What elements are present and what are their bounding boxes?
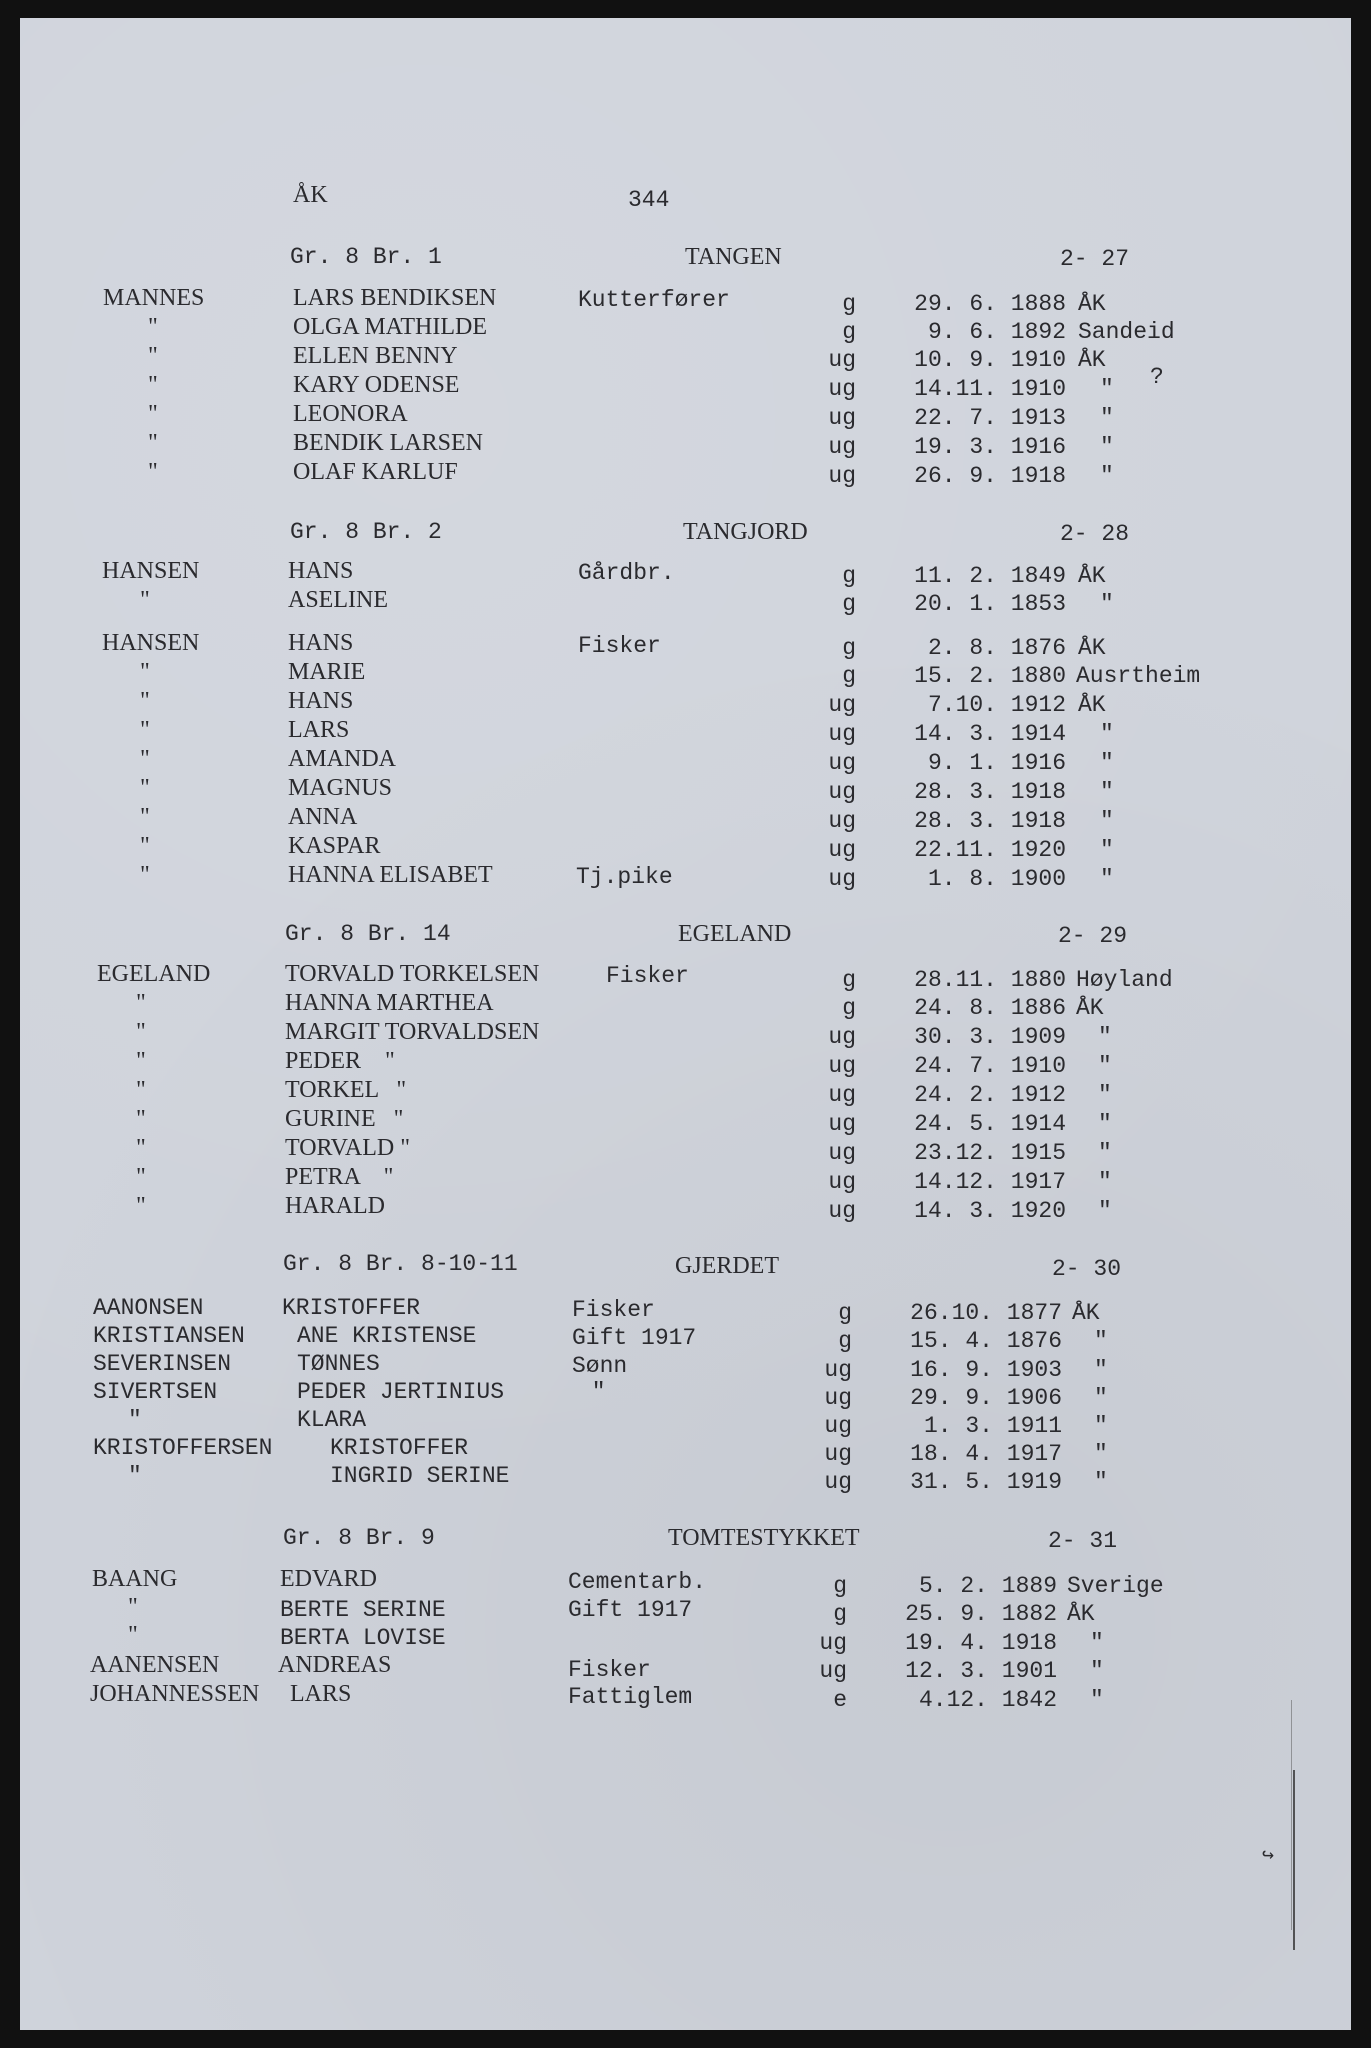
marital-status: g bbox=[842, 635, 856, 661]
surname: BAANG bbox=[92, 1566, 178, 1592]
given-name: PEDER JERTINIUS bbox=[297, 1379, 505, 1405]
birth-place: " bbox=[1098, 1169, 1112, 1195]
birth-place: " bbox=[1094, 1357, 1108, 1383]
given-name: OLAF KARLUF bbox=[293, 459, 458, 485]
birth-date: 26.10. 1877 bbox=[910, 1300, 1062, 1326]
surname-ditto: " bbox=[136, 1135, 146, 1161]
birth-date: 2. 8. 1876 bbox=[927, 635, 1066, 661]
given-name: HANS bbox=[288, 558, 354, 584]
birth-date: 15. 2. 1880 bbox=[914, 663, 1066, 689]
given-name: KRISTOFFER bbox=[330, 1435, 469, 1461]
given-name: TORKEL " bbox=[285, 1077, 407, 1103]
margin-mark-icon: ↩ bbox=[1262, 1845, 1275, 1868]
given-name: BERTA LOVISE bbox=[280, 1625, 446, 1651]
given-name: TORVALD TORKELSEN bbox=[285, 961, 540, 987]
birth-date: 11. 2. 1849 bbox=[914, 563, 1066, 589]
marital-status: g bbox=[842, 291, 856, 317]
marital-status: ug bbox=[828, 1024, 856, 1050]
occupation: Tj.pike bbox=[576, 864, 673, 890]
surname-ditto: " bbox=[140, 659, 150, 685]
birth-date: 30. 3. 1909 bbox=[914, 1024, 1066, 1050]
given-name: LEONORA bbox=[293, 401, 408, 427]
birth-place: ÅK bbox=[1067, 1601, 1095, 1627]
birth-date: 9. 1. 1916 bbox=[927, 750, 1066, 776]
given-name: EDVARD bbox=[280, 1566, 377, 1592]
marital-status: ug bbox=[828, 1111, 856, 1137]
given-name: BERTE SERINE bbox=[280, 1597, 446, 1623]
birth-place: " bbox=[1100, 750, 1114, 776]
birth-place: Sverige bbox=[1067, 1573, 1164, 1599]
birth-date: 24. 5. 1914 bbox=[914, 1111, 1066, 1137]
marital-status: ug bbox=[828, 1053, 856, 1079]
marital-status: ug bbox=[828, 721, 856, 747]
birth-date: 22. 7. 1913 bbox=[914, 405, 1066, 431]
surname-ditto: " bbox=[128, 1463, 142, 1489]
surname-ditto: " bbox=[136, 1077, 146, 1103]
birth-date: 1. 8. 1900 bbox=[927, 866, 1066, 892]
birth-place: " bbox=[1098, 1053, 1112, 1079]
group-label: Gr. 8 Br. 14 bbox=[285, 921, 451, 947]
marital-status: ug bbox=[828, 376, 856, 402]
given-name: HANS bbox=[288, 688, 354, 714]
surname: AANENSEN bbox=[90, 1652, 220, 1678]
surname-ditto: " bbox=[148, 314, 158, 340]
given-name: ANDREAS bbox=[278, 1652, 392, 1678]
birth-place: " bbox=[1098, 1198, 1112, 1224]
birth-date: 22.11. 1920 bbox=[914, 837, 1066, 863]
birth-place: " bbox=[1098, 1140, 1112, 1166]
birth-place: " bbox=[1100, 721, 1114, 747]
birth-place: " bbox=[1100, 837, 1114, 863]
given-name: GURINE " bbox=[285, 1106, 404, 1132]
group-label: Gr. 8 Br. 2 bbox=[290, 519, 442, 545]
birth-date: 5. 2. 1889 bbox=[918, 1573, 1057, 1599]
occupation: Fattiglem bbox=[568, 1684, 693, 1710]
occupation: Fisker bbox=[568, 1657, 651, 1683]
marital-status: ug bbox=[828, 347, 856, 373]
birth-date: 24. 8. 1886 bbox=[914, 995, 1066, 1021]
given-name: AMANDA bbox=[288, 746, 396, 772]
birth-date: 20. 1. 1853 bbox=[914, 591, 1066, 617]
marital-status: ug bbox=[824, 1413, 852, 1439]
given-name: ASELINE bbox=[288, 587, 388, 613]
group-label: Gr. 8 Br. 9 bbox=[283, 1525, 435, 1551]
farm-code: 2- 29 bbox=[1058, 923, 1128, 949]
farm-code: 2- 27 bbox=[1060, 246, 1130, 272]
farm-code: 2- 30 bbox=[1052, 1256, 1122, 1282]
birth-date: 16. 9. 1903 bbox=[910, 1357, 1062, 1383]
marital-status: g bbox=[838, 1328, 852, 1354]
occupation: Gift 1917 bbox=[572, 1325, 697, 1351]
marital-status: ug bbox=[828, 1082, 856, 1108]
birth-date: 19. 3. 1916 bbox=[914, 434, 1066, 460]
header-place: ÅK bbox=[293, 182, 328, 208]
birth-date: 18. 4. 1917 bbox=[910, 1441, 1062, 1467]
marital-status: ug bbox=[824, 1357, 852, 1383]
birth-place: ÅK bbox=[1078, 635, 1106, 661]
given-name: MAGNUS bbox=[288, 775, 393, 801]
marital-status: ug bbox=[828, 463, 856, 489]
birth-date: 14. 3. 1914 bbox=[914, 721, 1066, 747]
birth-date: 12. 3. 1901 bbox=[905, 1658, 1057, 1684]
marital-status: ug bbox=[828, 692, 856, 718]
marital-status: ug bbox=[828, 1140, 856, 1166]
farm-name: TOMTESTYKKET bbox=[668, 1525, 860, 1551]
surname-ditto: " bbox=[136, 1106, 146, 1132]
birth-date: 24. 2. 1912 bbox=[914, 1082, 1066, 1108]
birth-place: " bbox=[1100, 866, 1114, 892]
marital-status: ug bbox=[828, 434, 856, 460]
marital-status: ug bbox=[828, 1198, 856, 1224]
margin-rule bbox=[1291, 1700, 1292, 1930]
birth-place: " bbox=[1094, 1328, 1108, 1354]
given-name: HANS bbox=[288, 630, 354, 656]
marital-status: g bbox=[842, 591, 856, 617]
marital-status: g bbox=[842, 967, 856, 993]
given-name: INGRID SERINE bbox=[330, 1463, 510, 1489]
birth-place: ÅK bbox=[1076, 995, 1104, 1021]
given-name: KARY ODENSE bbox=[293, 372, 460, 398]
marital-status: g bbox=[838, 1300, 852, 1326]
group-label: Gr. 8 Br. 8-10-11 bbox=[283, 1251, 518, 1277]
given-name: TØNNES bbox=[297, 1351, 380, 1377]
birth-place: " bbox=[1094, 1385, 1108, 1411]
surname-ditto: " bbox=[148, 459, 158, 485]
surname-ditto: " bbox=[148, 430, 158, 456]
farm-name: TANGEN bbox=[685, 244, 782, 270]
surname-ditto: " bbox=[140, 775, 150, 801]
surname-ditto: " bbox=[140, 862, 150, 888]
birth-date: 23.12. 1915 bbox=[914, 1140, 1066, 1166]
given-name: HANNA MARTHEA bbox=[285, 990, 494, 1016]
given-name: HANNA ELISABET bbox=[288, 862, 493, 888]
farm-name: GJERDET bbox=[675, 1253, 779, 1279]
page-number: 344 bbox=[628, 187, 670, 213]
birth-date: 7.10. 1912 bbox=[927, 692, 1066, 718]
marital-status: ug bbox=[824, 1441, 852, 1467]
given-name: MARIE bbox=[288, 659, 366, 685]
given-name: OLGA MATHILDE bbox=[293, 314, 487, 340]
surname: KRISTOFFERSEN bbox=[93, 1435, 273, 1461]
marital-status: ug bbox=[828, 750, 856, 776]
surname-ditto: " bbox=[136, 990, 146, 1016]
marital-status: ug bbox=[828, 866, 856, 892]
birth-date: 10. 9. 1910 bbox=[914, 347, 1066, 373]
birth-place: " bbox=[1100, 376, 1114, 402]
marital-status: e bbox=[833, 1687, 847, 1713]
question-annotation: ? bbox=[1150, 364, 1164, 390]
marital-status: ug bbox=[828, 808, 856, 834]
birth-date: 29. 9. 1906 bbox=[910, 1385, 1062, 1411]
surname-ditto: " bbox=[128, 1622, 138, 1648]
birth-place: " bbox=[1098, 1082, 1112, 1108]
given-name: KASPAR bbox=[288, 833, 381, 859]
given-name: TORVALD " bbox=[285, 1135, 411, 1161]
birth-place: " bbox=[1100, 591, 1114, 617]
birth-place: " bbox=[1090, 1658, 1104, 1684]
farm-name: TANGJORD bbox=[683, 519, 808, 545]
marital-status: ug bbox=[819, 1658, 847, 1684]
birth-date: 28. 3. 1918 bbox=[914, 779, 1066, 805]
farm-name: EGELAND bbox=[678, 921, 792, 947]
surname: HANSEN bbox=[102, 558, 200, 584]
birth-date: 14. 3. 1920 bbox=[914, 1198, 1066, 1224]
given-name: ANNA bbox=[288, 804, 358, 830]
birth-place: ÅK bbox=[1078, 347, 1106, 373]
marital-status: g bbox=[842, 319, 856, 345]
birth-place: " bbox=[1098, 1111, 1112, 1137]
occupation: Gift 1917 bbox=[568, 1597, 693, 1623]
birth-place: Høyland bbox=[1076, 967, 1173, 993]
birth-place: " bbox=[1094, 1441, 1108, 1467]
marital-status: ug bbox=[824, 1469, 852, 1495]
surname-ditto: " bbox=[140, 804, 150, 830]
surname-ditto: " bbox=[136, 1048, 146, 1074]
birth-place: Sandeid bbox=[1078, 319, 1175, 345]
given-name: PETRA " bbox=[285, 1164, 394, 1190]
given-name: BENDIK LARSEN bbox=[293, 430, 483, 456]
surname-ditto: " bbox=[140, 833, 150, 859]
occupation: Gårdbr. bbox=[578, 560, 675, 586]
occupation: Cementarb. bbox=[568, 1569, 707, 1595]
given-name: ANE KRISTENSE bbox=[297, 1323, 477, 1349]
given-name: MARGIT TORVALDSEN bbox=[285, 1019, 540, 1045]
given-name: ELLEN BENNY bbox=[293, 343, 458, 369]
marital-status: g bbox=[842, 995, 856, 1021]
surname: KRISTIANSEN bbox=[93, 1323, 245, 1349]
birth-place: " bbox=[1100, 434, 1114, 460]
birth-date: 24. 7. 1910 bbox=[914, 1053, 1066, 1079]
surname-ditto: " bbox=[148, 401, 158, 427]
marital-status: ug bbox=[819, 1630, 847, 1656]
given-name: LARS BENDIKSEN bbox=[293, 285, 497, 311]
birth-place: " bbox=[1100, 808, 1114, 834]
occupation: Sønn bbox=[572, 1353, 628, 1379]
marital-status: ug bbox=[824, 1385, 852, 1411]
birth-place: ÅK bbox=[1072, 1300, 1100, 1326]
given-name: PEDER " bbox=[285, 1048, 395, 1074]
birth-date: 28.11. 1880 bbox=[914, 967, 1066, 993]
birth-place: " bbox=[1090, 1630, 1104, 1656]
marital-status: ug bbox=[828, 837, 856, 863]
birth-place: ÅK bbox=[1078, 291, 1106, 317]
birth-place: " bbox=[1100, 463, 1114, 489]
marital-status: ug bbox=[828, 1169, 856, 1195]
birth-date: 9. 6. 1892 bbox=[927, 319, 1066, 345]
surname: JOHANNESSEN bbox=[90, 1681, 260, 1707]
birth-date: 15. 4. 1876 bbox=[910, 1328, 1062, 1354]
surname-ditto: " bbox=[140, 688, 150, 714]
birth-date: 14.12. 1917 bbox=[914, 1169, 1066, 1195]
birth-place: " bbox=[1094, 1469, 1108, 1495]
birth-date: 31. 5. 1919 bbox=[910, 1469, 1062, 1495]
occupation: Fisker bbox=[572, 1297, 655, 1323]
surname: SEVERINSEN bbox=[93, 1351, 232, 1377]
birth-place: " bbox=[1090, 1687, 1104, 1713]
birth-date: 4.12. 1842 bbox=[918, 1687, 1057, 1713]
surname-ditto: " bbox=[148, 372, 158, 398]
group-label: Gr. 8 Br. 1 bbox=[290, 244, 442, 270]
surname-ditto: " bbox=[140, 746, 150, 772]
marital-status: g bbox=[833, 1601, 847, 1627]
surname-ditto: " bbox=[148, 343, 158, 369]
birth-place: " bbox=[1094, 1413, 1108, 1439]
birth-date: 26. 9. 1918 bbox=[914, 463, 1066, 489]
surname-ditto: " bbox=[128, 1407, 142, 1433]
birth-date: 29. 6. 1888 bbox=[914, 291, 1066, 317]
given-name: KLARA bbox=[297, 1407, 367, 1433]
surname-ditto: " bbox=[140, 717, 150, 743]
farm-code: 2- 31 bbox=[1048, 1528, 1118, 1554]
given-name: KRISTOFFER bbox=[282, 1295, 421, 1321]
marital-status: ug bbox=[828, 779, 856, 805]
birth-place: Ausrtheim bbox=[1076, 663, 1201, 689]
birth-place: " bbox=[1098, 1024, 1112, 1050]
farm-code: 2- 28 bbox=[1060, 521, 1130, 547]
marital-status: g bbox=[842, 663, 856, 689]
occupation: Kutterfører bbox=[578, 287, 730, 313]
surname-ditto: " bbox=[140, 587, 150, 613]
surname: SIVERTSEN bbox=[93, 1379, 218, 1405]
birth-place: ÅK bbox=[1078, 563, 1106, 589]
birth-date: 1. 3. 1911 bbox=[923, 1413, 1062, 1439]
surname: HANSEN bbox=[102, 630, 200, 656]
occupation: Fisker bbox=[578, 633, 661, 659]
surname-ditto: " bbox=[136, 1019, 146, 1045]
marital-status: g bbox=[833, 1573, 847, 1599]
birth-date: 14.11. 1910 bbox=[914, 376, 1066, 402]
occupation: Fisker bbox=[606, 963, 689, 989]
birth-place: " bbox=[1100, 779, 1114, 805]
surname-ditto: " bbox=[128, 1594, 138, 1620]
birth-place: " bbox=[1100, 405, 1114, 431]
surname: MANNES bbox=[103, 285, 205, 311]
surname: AANONSEN bbox=[93, 1295, 204, 1321]
given-name: LARS bbox=[290, 1681, 352, 1707]
marital-status: g bbox=[842, 563, 856, 589]
birth-date: 25. 9. 1882 bbox=[905, 1601, 1057, 1627]
birth-place: ÅK bbox=[1078, 692, 1106, 718]
margin-rule-dark bbox=[1293, 1770, 1295, 1950]
marital-status: ug bbox=[828, 405, 856, 431]
birth-date: 28. 3. 1918 bbox=[914, 808, 1066, 834]
birth-date: 19. 4. 1918 bbox=[905, 1630, 1057, 1656]
surname: EGELAND bbox=[97, 961, 211, 987]
given-name: LARS bbox=[288, 717, 350, 743]
occupation-ditto: " bbox=[578, 1379, 606, 1405]
surname-ditto: " bbox=[136, 1164, 146, 1190]
given-name: HARALD bbox=[285, 1193, 385, 1219]
surname-ditto: " bbox=[136, 1193, 146, 1219]
